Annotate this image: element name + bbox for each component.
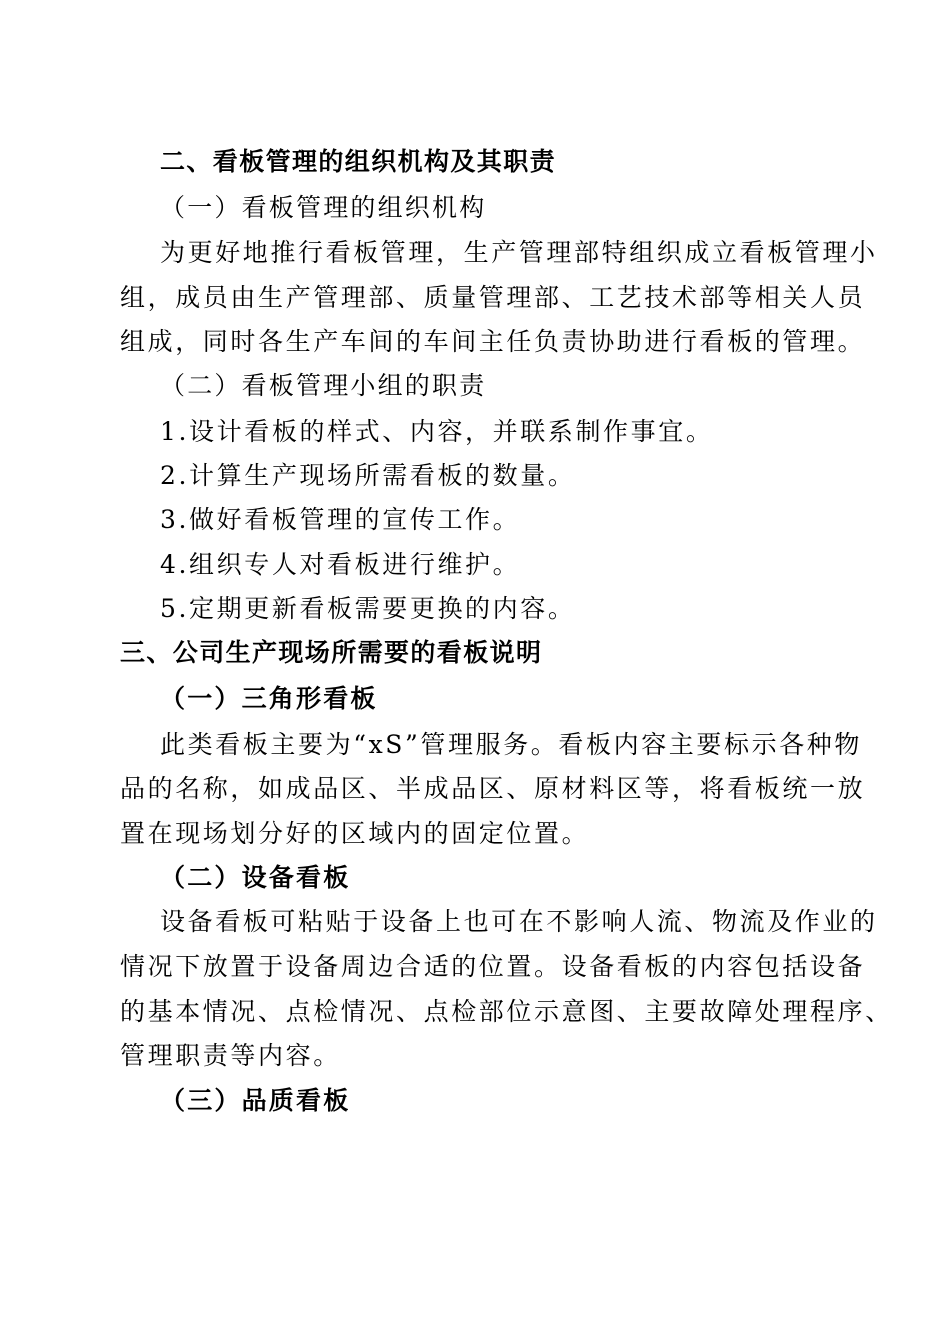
subsection-heading-org: （一）看板管理的组织机构: [160, 193, 487, 222]
paragraph-line: 管理职责等内容。: [120, 1041, 341, 1070]
paragraph-line: 的基本情况、点检情况、点检部位示意图、主要故障处理程序、: [120, 997, 893, 1026]
section-heading-3: 三、公司生产现场所需要的看板说明: [120, 638, 543, 667]
paragraph-line: 为更好地推行看板管理，生产管理部特组织成立看板管理小: [160, 238, 878, 267]
subsection-heading-triangle: （一）三角形看板: [160, 684, 378, 713]
paragraph-line: 组成，同时各生产车间的车间主任负责协助进行看板的管理。: [120, 327, 866, 356]
paragraph-line: 品的名称，如成品区、半成品区、原材料区等，将看板统一放: [120, 774, 866, 803]
section-heading-2: 二、看板管理的组织机构及其职责: [160, 147, 557, 176]
subsection-heading-equipment: （二）设备看板: [160, 863, 351, 892]
paragraph-line: 组，成员由生产管理部、质量管理部、工艺技术部等相关人员: [120, 283, 866, 312]
list-item: 5.定期更新看板需要更换的内容。: [160, 594, 576, 623]
paragraph-line: 置在现场划分好的区域内的固定位置。: [120, 819, 590, 848]
subsection-heading-quality: （三）品质看板: [160, 1086, 351, 1115]
paragraph-line: 此类看板主要为“xS”管理服务。看板内容主要标示各种物: [160, 730, 862, 759]
list-item: 4.组织专人对看板进行维护。: [160, 550, 521, 579]
paragraph-line: 设备看板可粘贴于设备上也可在不影响人流、物流及作业的: [160, 907, 878, 936]
paragraph-line: 情况下放置于设备周边合适的位置。设备看板的内容包括设备: [120, 952, 866, 981]
list-item: 1.设计看板的样式、内容，并联系制作事宜。: [160, 417, 714, 446]
list-item: 2.计算生产现场所需看板的数量。: [160, 461, 576, 490]
list-item: 3.做好看板管理的宣传工作。: [160, 505, 521, 534]
subsection-heading-duties: （二）看板管理小组的职责: [160, 371, 487, 400]
